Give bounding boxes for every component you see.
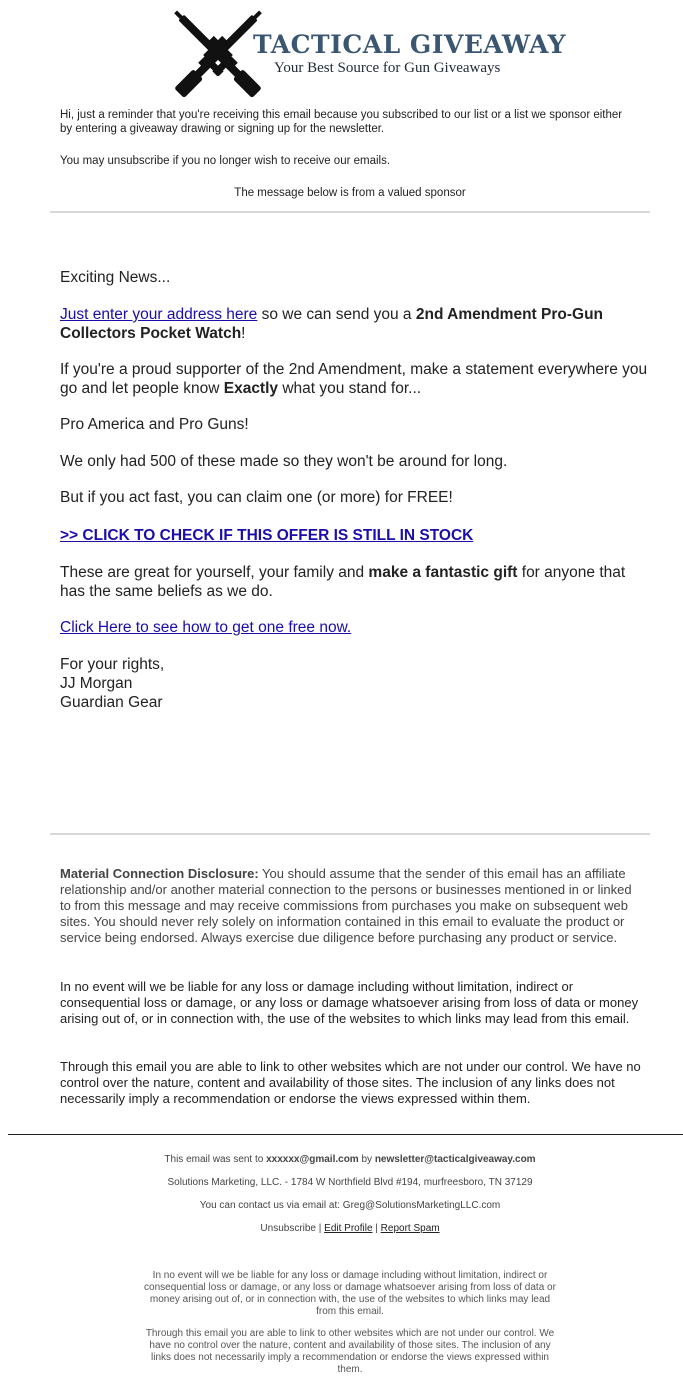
signer-name: JJ Morgan xyxy=(60,675,133,692)
material-disclosure xyxy=(60,866,645,946)
logo-title: TACTICAL GIVEAWAY xyxy=(253,30,567,59)
offer-cta xyxy=(60,526,650,545)
sender-address: Solutions Marketing, LLC. - 1784 W Northfield Blvd #194, murfreesboro, TN 37129 xyxy=(167,1177,533,1188)
signoff: For your rights, xyxy=(60,656,165,673)
unsubscribe-link[interactable]: Unsubscribe xyxy=(260,1223,316,1234)
paragraph-text: ! xyxy=(241,325,246,342)
contact-line: You can contact us via email at: Greg@SolutionsMarketingLLC.com xyxy=(199,1200,501,1211)
fine-print-liability: In no event will we be liable for any loss or damage including without limitation, indirect or consequential loss or damage, or any loss or damage whatsoever arising from loss of data or money arising out of, or in connection with, the use of the websites to which links may lead from this email. xyxy=(144,1270,556,1317)
logo-tagline: Your Best Source for Gun Giveaways xyxy=(274,60,501,76)
signer-company: Guardian Gear xyxy=(60,694,163,711)
paragraph-address xyxy=(60,305,650,343)
edit-profile-link[interactable]: Edit Profile xyxy=(324,1223,373,1234)
divider xyxy=(50,833,650,835)
paragraph-supporter xyxy=(60,360,650,398)
divider xyxy=(50,211,650,213)
signature xyxy=(60,655,650,712)
emphasis-text: Exactly xyxy=(223,380,279,397)
paragraph-text: what you stand for... xyxy=(278,380,422,397)
footer-text: by xyxy=(358,1154,375,1165)
subscription-reminder: Hi, just a reminder that you're receiving this email because you subscribed to our list or a list we sponsor either by entering a giveaway drawing or signing up for the newsletter. xyxy=(60,109,623,135)
recipient-email: xxxxxx@gmail.com xyxy=(266,1154,359,1165)
report-spam-link[interactable]: Report Spam xyxy=(380,1223,440,1234)
get-one-free-link[interactable]: Click Here to see how to get one free now. xyxy=(60,619,352,636)
tactical-giveaway-logo[interactable] xyxy=(158,10,567,100)
check-stock-link[interactable]: >> CLICK TO CHECK IF THIS OFFER IS STILL IN STOCK xyxy=(60,527,474,544)
paragraph-gift xyxy=(60,563,650,601)
unsubscribe-note: You may unsubscribe if you no longer wish to receive our emails. xyxy=(60,155,391,167)
paragraph-text: If you're a proud supporter of the 2nd Amendment, make a statement everywhere you go and let people know xyxy=(60,361,648,397)
footer-text: This email was sent to xyxy=(164,1154,267,1165)
footer-actions xyxy=(0,1222,683,1235)
enter-address-link[interactable]: Just enter your address here xyxy=(60,306,258,323)
disclosure-text: You should assume that the sender of this email has an affiliate relationship and/or another material connection to the persons or businesses mentioned in or linked to from this message and may receive commissions from purchases you make on subsequent web sites. You should never rely solely on information contained in this email to evaluate the product or service being endorsed. Always exercise due diligence before purchasing any product or service. xyxy=(60,866,632,945)
external-links-notice: Through this email you are able to link to other websites which are not under our control. We have no control over the nature, content and availability of those sites. The inclusion of any links does not necessarily imply a recommendation or endorse the views expressed within them. xyxy=(60,1059,641,1106)
paragraph-free-link xyxy=(60,618,650,637)
sponsor-note: The message below is from a valued sponsor xyxy=(234,187,466,199)
paragraph-free: But if you act fast, you can claim one (or more) for FREE! xyxy=(60,489,453,506)
separator: | xyxy=(316,1223,325,1234)
paragraph-text: These are great for yourself, your family and xyxy=(60,564,369,581)
footer-divider xyxy=(8,1134,683,1135)
paragraph-text: so we can send you a xyxy=(257,306,416,323)
sent-to-line xyxy=(0,1153,683,1166)
disclosure-title: Material Connection Disclosure: xyxy=(60,866,259,881)
separator: | xyxy=(372,1223,381,1234)
emphasis-text: make a fantastic gift xyxy=(368,564,518,581)
paragraph-text: for anyone that has the same beliefs as we do. xyxy=(60,564,626,600)
fine-print-links: Through this email you are able to link to other websites which are not under our control. We have no control over the nature, content and availability of those sites. The inclusion of any links does not necessarily imply a recommendation or endorse the views expressed within them. xyxy=(145,1328,555,1375)
liability-notice: In no event will we be liable for any loss or damage including without limitation, indirect or consequential loss or damage, or any loss or damage whatsoever arising from loss of data or money arising out of, or in connection with, the use of the websites to which links may lead from this email. xyxy=(60,979,639,1026)
greeting: Exciting News... xyxy=(60,269,171,286)
product-name: 2nd Amendment Pro-Gun Collectors Pocket Watch xyxy=(60,306,604,342)
paragraph-pro-america: Pro America and Pro Guns! xyxy=(60,416,249,433)
paragraph-limited: We only had 500 of these made so they won't be around for long. xyxy=(60,453,508,470)
sender-email: newsletter@tacticalgiveaway.com xyxy=(374,1154,536,1165)
